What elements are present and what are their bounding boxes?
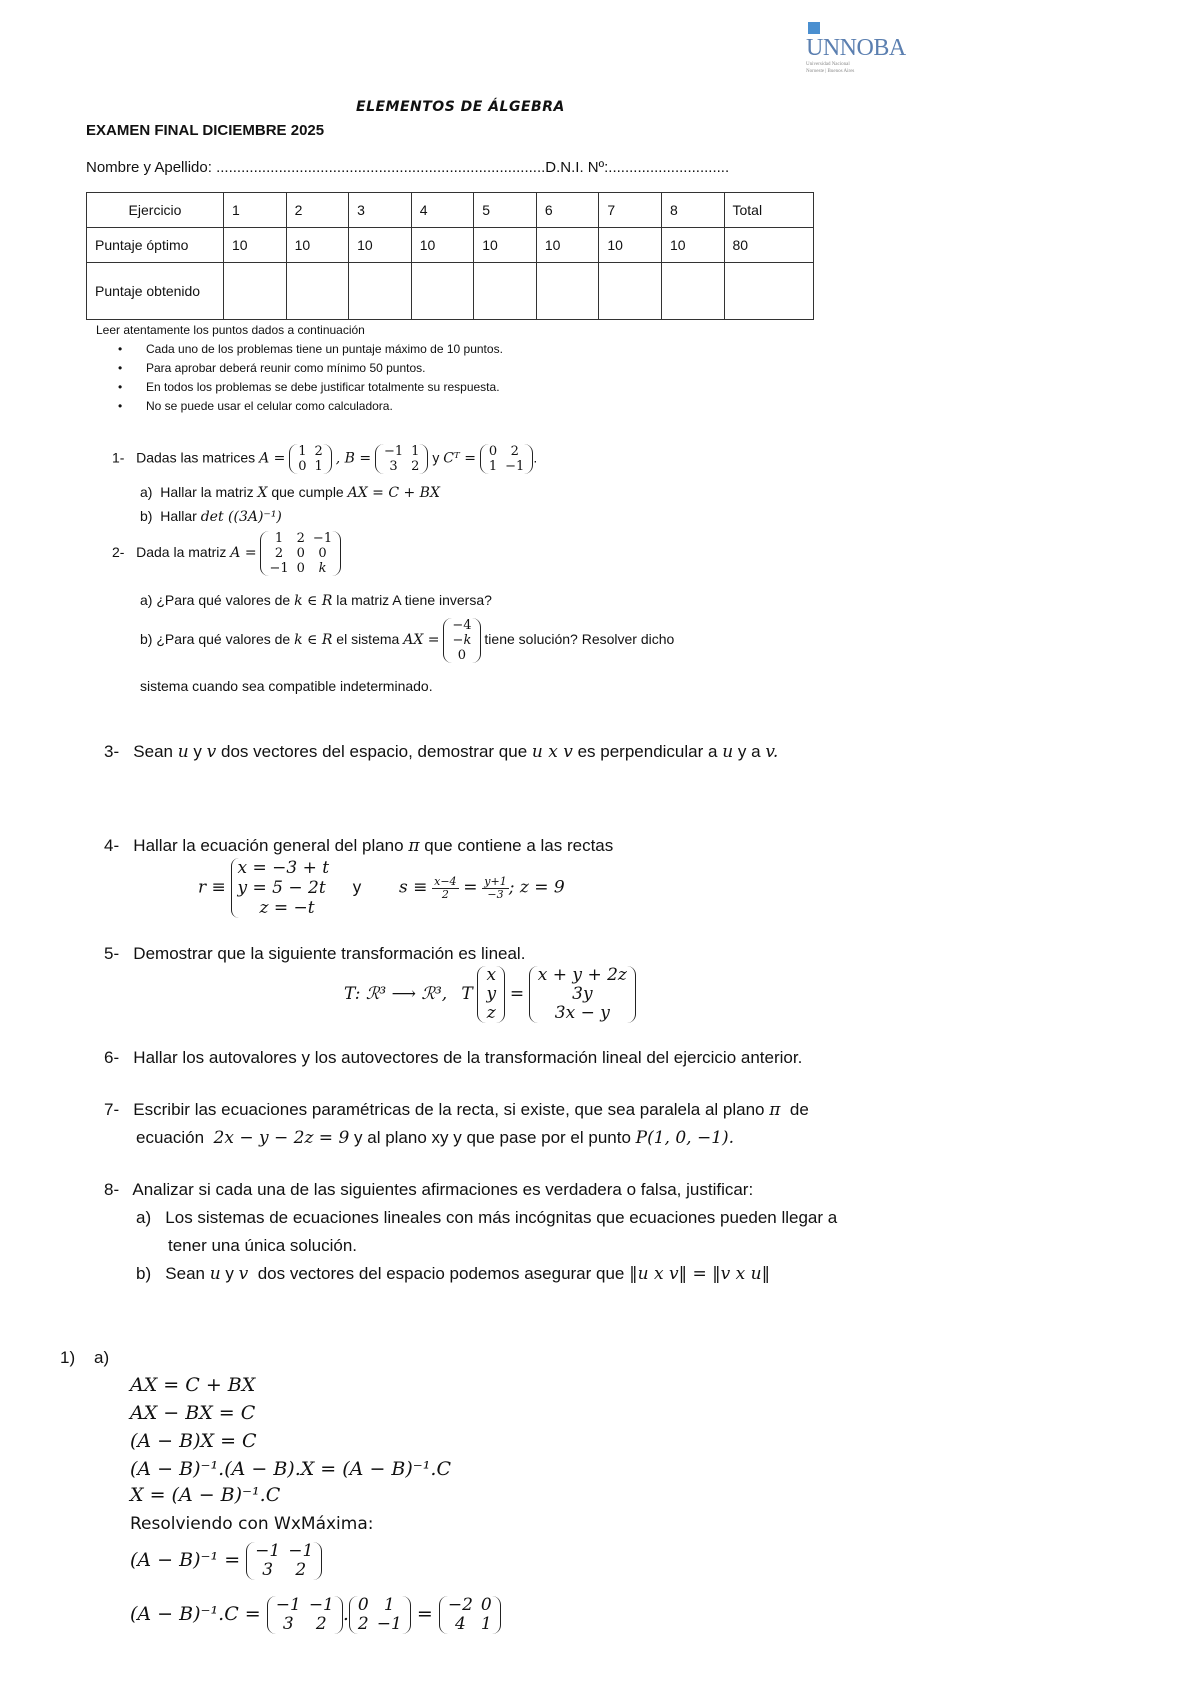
matrix-A-3x3 [260, 531, 341, 576]
score-cell: 10 [474, 228, 537, 263]
instruction-item: • Cada uno de los problemas tiene un puntaje máximo de 10 puntos. [146, 342, 503, 361]
solution-step: AX = C + BX [130, 1374, 256, 1396]
problem-text: Demostrar que la siguiente transformación es lineal. [133, 944, 526, 963]
vector-entry: 3y [572, 984, 593, 1004]
matrix-entry: 1 [411, 444, 420, 459]
item-text: que cumple [271, 484, 344, 500]
matrix-entry: 1 [480, 1614, 492, 1634]
inverse-matrix [246, 1542, 322, 1580]
denominator: −3 [487, 887, 504, 901]
item-text: Hallar [160, 508, 197, 524]
math-var: T [461, 983, 473, 1004]
problem-2-statement [112, 531, 341, 576]
item-text: ¿Para qué valores de [156, 592, 291, 608]
score-cell: 4 [411, 193, 474, 228]
matrix-entry: 1 [298, 444, 307, 459]
inverse-result [130, 1542, 322, 1580]
matrix-A [289, 444, 332, 474]
item-label: b) [136, 1264, 152, 1283]
matrix-entry: 0 [296, 546, 305, 561]
math-var: v [238, 1264, 249, 1284]
matrix-entry: −1 [275, 1595, 301, 1615]
problem-number: 3- [104, 742, 120, 761]
problem-text: Hallar la ecuación general del plano [133, 836, 404, 855]
solution-step: (A − B)X = C [130, 1430, 257, 1452]
math-label: s ≡ [399, 877, 428, 898]
solution-heading [60, 1348, 109, 1368]
vector-entry: z [486, 1003, 496, 1023]
score-cell: 1 [224, 193, 287, 228]
instructions-list [146, 342, 503, 418]
unnoba-logo [806, 22, 926, 75]
item-label: a) [140, 484, 153, 500]
matrix-entry: 2 [315, 1614, 327, 1634]
logo-subtitle-2: Noroeste | Buenos Aires [806, 69, 855, 74]
score-cell: 80 [724, 228, 814, 263]
vector-rhs [443, 618, 480, 663]
item-text: Los sistemas de ecuaciones lineales con más incógnitas que ecuaciones pueden llegar a [165, 1208, 838, 1227]
score-cell: Total [724, 193, 814, 228]
math-var: π [408, 836, 420, 856]
numerator: y+1 [484, 874, 507, 888]
problem-4-statement [104, 836, 613, 856]
solution-step: X = (A − B)⁻¹.C [130, 1484, 281, 1506]
matrix-entry: 3 [282, 1614, 294, 1634]
math-label: , B = [335, 450, 372, 467]
score-input-cell[interactable] [724, 263, 814, 320]
matrix-entry: 2 [314, 444, 323, 459]
product-matrix-1 [267, 1596, 343, 1634]
score-table-header-row [87, 193, 814, 228]
item-text: el sistema [336, 631, 400, 648]
product-matrix-2 [349, 1596, 411, 1634]
matrix-entry: 2 [411, 459, 420, 474]
math-var: u [177, 742, 189, 762]
item-text: dos vectores del espacio podemos asegurar que [257, 1264, 625, 1283]
item-label: a) [136, 1208, 152, 1227]
problem-5-statement [104, 944, 525, 964]
matrix-CT [480, 444, 533, 474]
math-expr: ; z = 9 [508, 877, 565, 898]
math-expr: k ∈ R [294, 632, 333, 649]
matrix-entry: 0 [296, 561, 305, 576]
math-var: X [257, 485, 268, 501]
matrix-entry: −1 [383, 444, 404, 459]
score-cell: 6 [536, 193, 599, 228]
math-var: u [209, 1264, 221, 1284]
math-expr: u x v [531, 742, 573, 762]
matrix-entry: −1 [312, 531, 333, 546]
matrix-entry: −2 [447, 1595, 473, 1615]
score-input-cell[interactable] [599, 263, 662, 320]
score-input-cell[interactable] [536, 263, 599, 320]
math-label: A = [230, 545, 257, 562]
logo-subtitle-1: Universidad Nacional [806, 62, 850, 67]
problem-number: 4- [104, 836, 120, 855]
system-line: y = 5 − 2t [237, 878, 326, 898]
line-r-system [231, 858, 330, 918]
math-expr: P(1, 0, −1). [635, 1128, 735, 1148]
problem-8a-line1 [136, 1208, 837, 1228]
math-expr: T: ℛ³ ⟶ ℛ³, [344, 983, 448, 1004]
problem-text: y al plano xy y que pase por el punto [354, 1128, 631, 1147]
conjunction: y [352, 877, 362, 897]
problem-1b [140, 508, 282, 525]
matrix-entry: −k [452, 633, 472, 648]
matrix-entry: 4 [454, 1614, 466, 1634]
score-cell: 2 [286, 193, 349, 228]
score-table-optimal-row [87, 228, 814, 263]
problem-text: Hallar los autovalores y los autovectores de la transformación lineal del ejercicio anterior. [133, 1048, 803, 1067]
matrix-entry: 0 [480, 1595, 492, 1615]
score-input-cell[interactable] [349, 263, 412, 320]
math-expr: AX = C + BX [347, 485, 440, 501]
product-result [130, 1596, 501, 1634]
item-text: la matriz A tiene inversa? [336, 592, 492, 608]
student-info-line: Nombre y Apellido: ...............................................................................D.N.I. Nº:............................. [86, 159, 730, 176]
conjunction: y [193, 742, 202, 761]
math-label: AX = [403, 632, 440, 649]
score-cell: 10 [536, 228, 599, 263]
vector-entry: y [486, 984, 497, 1004]
item-label: b) [140, 631, 153, 648]
math-label: A = [259, 450, 286, 467]
problem-4-lines [198, 858, 565, 918]
score-table [86, 192, 814, 320]
score-input-cell[interactable] [286, 263, 349, 320]
instruction-item: • En todos los problemas se debe justificar totalmente su respuesta. [146, 380, 503, 399]
matrix-entry: −1 [505, 459, 525, 474]
problem-2a [140, 592, 492, 609]
math-var: π [769, 1100, 781, 1120]
course-title: ELEMENTOS DE ÁLGEBRA [356, 99, 565, 115]
instructions-intro: Leer atentamente los puntos dados a continuación [96, 323, 365, 337]
vector-entry: x + y + 2z [537, 965, 627, 985]
score-input-cell[interactable] [474, 263, 537, 320]
score-cell: 10 [224, 228, 287, 263]
math-var: v. [765, 742, 779, 762]
matrix-entry: −1 [288, 1541, 314, 1561]
score-cell: 5 [474, 193, 537, 228]
score-cell: 8 [661, 193, 724, 228]
score-table-obtained-row [87, 263, 814, 320]
numerator: x−4 [434, 874, 457, 888]
problem-7-line2 [136, 1128, 734, 1148]
item-text: Sean [165, 1264, 205, 1283]
problem-number: 5- [104, 944, 120, 963]
problem-number: 6- [104, 1048, 120, 1067]
matrix-entry: k [318, 561, 327, 576]
problem-5-transformation [344, 966, 636, 1023]
problem-text: ecuación [136, 1128, 205, 1147]
problem-7-line1 [104, 1100, 809, 1120]
item-label: a) [140, 592, 153, 608]
system-line: x = −3 + t [237, 858, 330, 878]
output-vector [529, 966, 636, 1023]
item-text: ¿Para qué valores de [156, 631, 291, 648]
score-input-cell[interactable] [661, 263, 724, 320]
matrix-entry: 0 [357, 1595, 369, 1615]
problem-text: Sean [133, 742, 173, 761]
math-expr: (A − B)⁻¹.C = [130, 1603, 261, 1625]
math-expr: k ∈ R [294, 593, 333, 609]
instruction-item: • No se puede usar el celular como calculadora. [146, 399, 503, 418]
score-cell: 10 [661, 228, 724, 263]
matrix-entry: −4 [452, 618, 472, 633]
score-input-cell[interactable] [224, 263, 287, 320]
instruction-item: • Para aprobar deberá reunir como mínimo 50 puntos. [146, 361, 503, 380]
fraction [482, 876, 508, 901]
denominator: 2 [441, 887, 449, 901]
matrix-entry: −1 [308, 1595, 334, 1615]
product-result-matrix [439, 1596, 501, 1634]
matrix-entry: 1 [488, 459, 498, 474]
problem-8b [136, 1264, 770, 1284]
matrix-entry: −1 [255, 1541, 281, 1561]
score-cell: Ejercicio [87, 193, 224, 228]
problem-3 [104, 742, 778, 762]
math-op: = [416, 1603, 433, 1625]
matrix-entry: 2 [357, 1614, 369, 1634]
math-op: = [509, 983, 525, 1004]
problem-text: Analizar si cada una de las siguientes afirmaciones es verdadera o falsa, justificar: [132, 1180, 754, 1199]
conjunction: y [432, 449, 440, 466]
punctuation: . [533, 449, 538, 466]
problem-text: dos vectores del espacio, demostrar que [221, 742, 528, 761]
math-expr: 2x − y − 2z = 9 [213, 1128, 350, 1148]
problem-8-statement [104, 1180, 753, 1200]
vector-entry: x [486, 965, 497, 985]
score-cell: Puntaje óptimo [87, 228, 224, 263]
score-cell: 3 [349, 193, 412, 228]
exam-title: EXAMEN FINAL DICIEMBRE 2025 [86, 122, 325, 139]
solution-number: 1) [60, 1348, 76, 1367]
matrix-entry: −1 [376, 1614, 402, 1634]
problem-number: 1- [112, 449, 125, 466]
matrix-B [375, 444, 428, 474]
matrix-entry: 2 [295, 1560, 307, 1580]
matrix-entry: 2 [274, 546, 284, 561]
matrix-entry: 2 [296, 531, 305, 546]
math-op: . [342, 1603, 349, 1625]
matrix-entry: 0 [318, 546, 327, 561]
matrix-entry: −1 [269, 561, 289, 576]
problem-text: Dadas las matrices [136, 449, 256, 466]
problem-text: es perpendicular a [577, 742, 718, 761]
score-cell: 7 [599, 193, 662, 228]
system-line: z = −t [259, 898, 315, 918]
score-cell: 10 [411, 228, 474, 263]
score-cell: Puntaje obtenido [87, 263, 224, 320]
matrix-entry: 1 [383, 1595, 395, 1615]
problem-number: 8- [104, 1180, 120, 1199]
problem-text: que contiene a las rectas [424, 836, 614, 855]
score-cell: 10 [599, 228, 662, 263]
matrix-entry: 1 [314, 459, 323, 474]
math-var: v [206, 742, 217, 762]
matrix-entry: 3 [389, 459, 398, 474]
item-label: b) [140, 508, 153, 524]
matrix-entry: 2 [510, 444, 519, 459]
matrix-entry: 0 [488, 444, 498, 459]
solution-step: (A − B)⁻¹.(A − B).X = (A − B)⁻¹.C [130, 1458, 451, 1480]
math-var: u [722, 742, 734, 762]
problem-number: 2- [112, 544, 125, 561]
item-text: Hallar la matriz [160, 484, 254, 500]
logo-square-icon [808, 22, 820, 34]
math-op: = [463, 877, 478, 898]
math-label: Cᵀ = [443, 450, 476, 467]
item-text: tiene solución? Resolver dicho [484, 631, 675, 648]
score-input-cell[interactable] [411, 263, 474, 320]
problem-text: Dada la matriz [136, 544, 227, 561]
math-expr: det ((3A)⁻¹) [200, 509, 282, 525]
problem-2b-cont: sistema cuando sea compatible indeterminado. [140, 678, 433, 694]
problem-text: Escribir las ecuaciones paramétricas de la recta, si existe, que sea paralela al plano [133, 1100, 765, 1119]
problem-8a-line2: tener una única solución. [168, 1236, 358, 1255]
conjunction: y [225, 1264, 234, 1283]
problem-1a [140, 484, 440, 501]
score-cell: 10 [286, 228, 349, 263]
logo-name: UNNOBA [806, 35, 906, 61]
wxmaxima-label: Resolviendo con WxMáxima: [130, 1514, 374, 1534]
math-label: r ≡ [198, 877, 226, 898]
problem-number: 7- [104, 1100, 120, 1119]
conjunction: y a [737, 742, 761, 761]
matrix-entry: 0 [298, 459, 307, 474]
solution-step: AX − BX = C [130, 1402, 256, 1424]
problem-text: de [789, 1100, 809, 1119]
math-expr: (A − B)⁻¹ = [130, 1549, 241, 1571]
input-vector [477, 966, 505, 1023]
matrix-entry: 0 [457, 648, 467, 663]
matrix-entry: 3 [262, 1560, 274, 1580]
problem-2b [140, 618, 674, 663]
math-expr: ‖u x v‖ = ‖v x u‖ [629, 1264, 771, 1284]
fraction [432, 876, 458, 901]
vector-entry: 3x − y [554, 1003, 610, 1023]
score-cell: 10 [349, 228, 412, 263]
solution-part: a) [94, 1348, 110, 1367]
matrix-entry: 1 [274, 531, 284, 546]
problem-1-statement [112, 444, 537, 474]
problem-6 [104, 1048, 802, 1068]
